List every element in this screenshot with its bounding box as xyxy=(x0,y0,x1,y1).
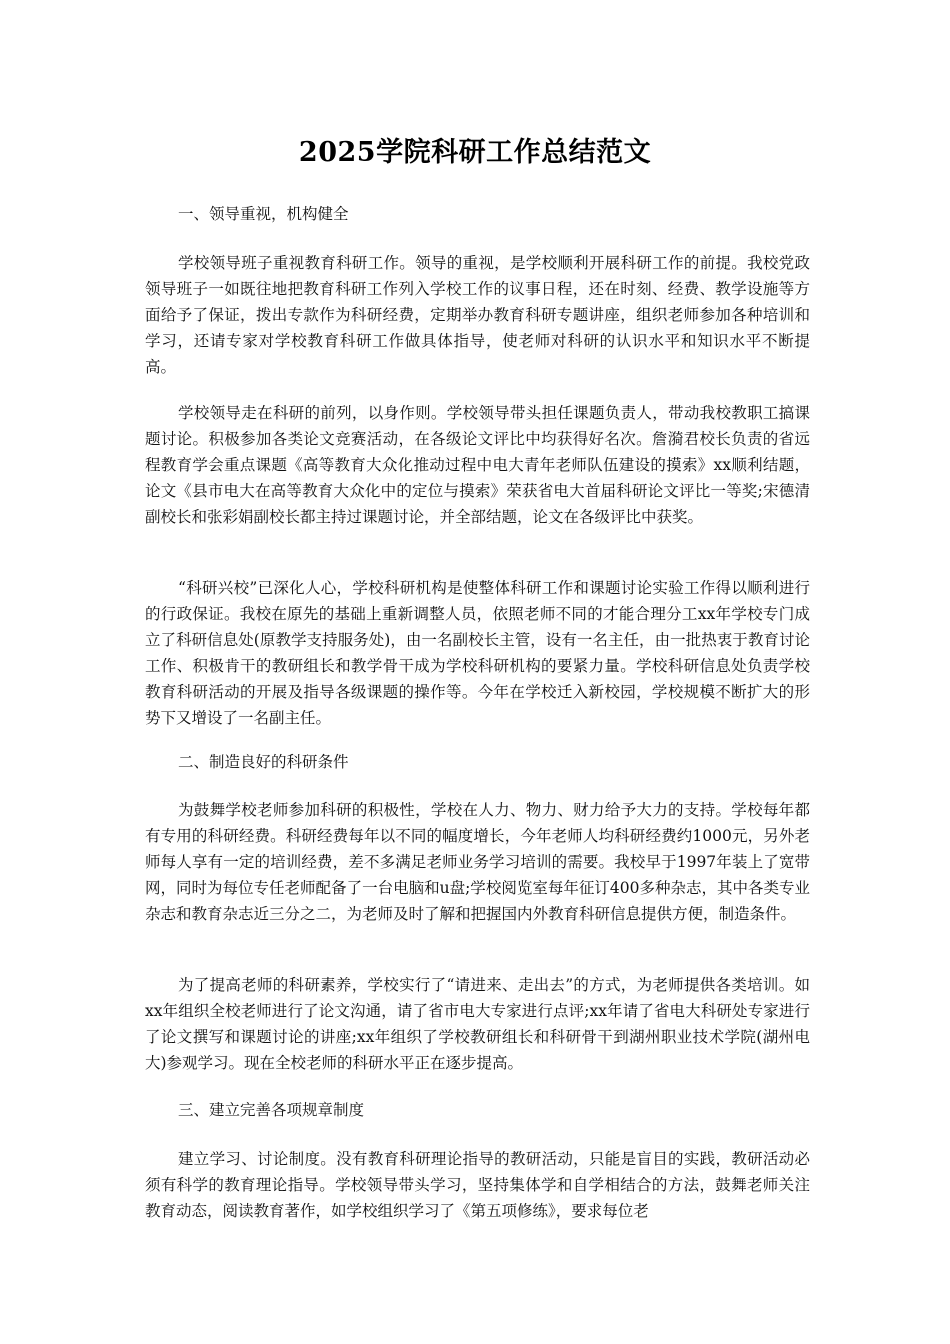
section-heading-3: 三、建立完善各项规章制度 xyxy=(178,1101,365,1119)
paragraph-2-2: 为了提高老师的科研素养，学校实行了“请进来、走出去”的方式，为老师提供各类培训。如xx年组织全校老师进行了论文沟通，请了省市电大专家进行点评;xx年请了省电大科研处专家进行了论文撰写和课题讨论的讲座;xx年组织了学校教研组长和科研骨干到湖州职业技术学院(湖州电大)参观学习。现在全校老师的科研水平正在逐步提高。 xyxy=(145,976,810,1072)
paragraph-1-1: 学校领导班子重视教育科研工作。领导的重视，是学校顺利开展科研工作的前提。我校党政领导班子一如既往地把教育科研工作列入学校工作的议事日程，还在时刻、经费、教学设施等方面给予了保证，拨出专款作为科研经费，定期举办教育科研专题讲座，组织老师参加各种培训和学习，还请专家对学校教育科研工作做具体指导，使老师对科研的认识水平和知识水平不断提高。 xyxy=(145,254,810,376)
paragraph-1-3: “科研兴校”已深化人心，学校科研机构是使整体科研工作和课题讨论实验工作得以顺利进行的行政保证。我校在原先的基础上重新调整人员，依照老师不同的才能合理分工xx年学校专门成立了科研信息处(原教学支持服务处)，由一名副校长主管，设有一名主任，由一批热衷于教育讨论工作、积极肯干的教研组长和教学骨干成为学校科研机构的要紧力量。学校科研信息处负责学校教育科研活动的开展及指导各级课题的操作等。今年在学校迁入新校园，学校规模不断扩大的形势下又增设了一名副主任。 xyxy=(145,579,810,727)
paragraph-3-1: 建立学习、讨论制度。没有教育科研理论指导的教研活动，只能是盲目的实践，教研活动必须有科学的教育理论指导。学校领导带头学习，坚持集体学和自学相结合的方法，鼓舞老师关注教育动态，阅读教育著作，如学校组织学习了《第五项修练》，要求每位老 xyxy=(145,1150,810,1220)
section-heading-1: 一、领导重视，机构健全 xyxy=(178,205,349,223)
section-heading-2: 二、制造良好的科研条件 xyxy=(178,753,349,771)
paragraph-1-2: 学校领导走在科研的前列，以身作则。学校领导带头担任课题负责人，带动我校教职工搞课题讨论。积极参加各类论文竞赛活动，在各级论文评比中均获得好名次。詹漪君校长负责的省远程教育学会重点课题《高等教育大众化推动过程中电大青年老师队伍建设的摸索》xx顺利结题，论文《县市电大在高等教育大众化中的定位与摸索》荣获省电大首届科研论文评比一等奖;宋德清副校长和张彩娟副校长都主持过课题讨论，并全部结题，论文在各级评比中获奖。 xyxy=(145,404,810,526)
document-title: 2025学院科研工作总结范文 xyxy=(298,137,652,168)
paragraph-2-1: 为鼓舞学校老师参加科研的积极性，学校在人力、物力、财力给予大力的支持。学校每年都有专用的科研经费。科研经费每年以不同的幅度增长，今年老师人均科研经费约1000元，另外老师每人享有一定的培训经费，差不多满足老师业务学习培训的需要。我校早于1997年装上了宽带网，同时为每位专任老师配备了一台电脑和u盘;学校阅览室每年征订400多种杂志，其中各类专业杂志和教育杂志近三分之二，为老师及时了解和把握国内外教育科研信息提供方便，制造条件。 xyxy=(145,801,810,923)
